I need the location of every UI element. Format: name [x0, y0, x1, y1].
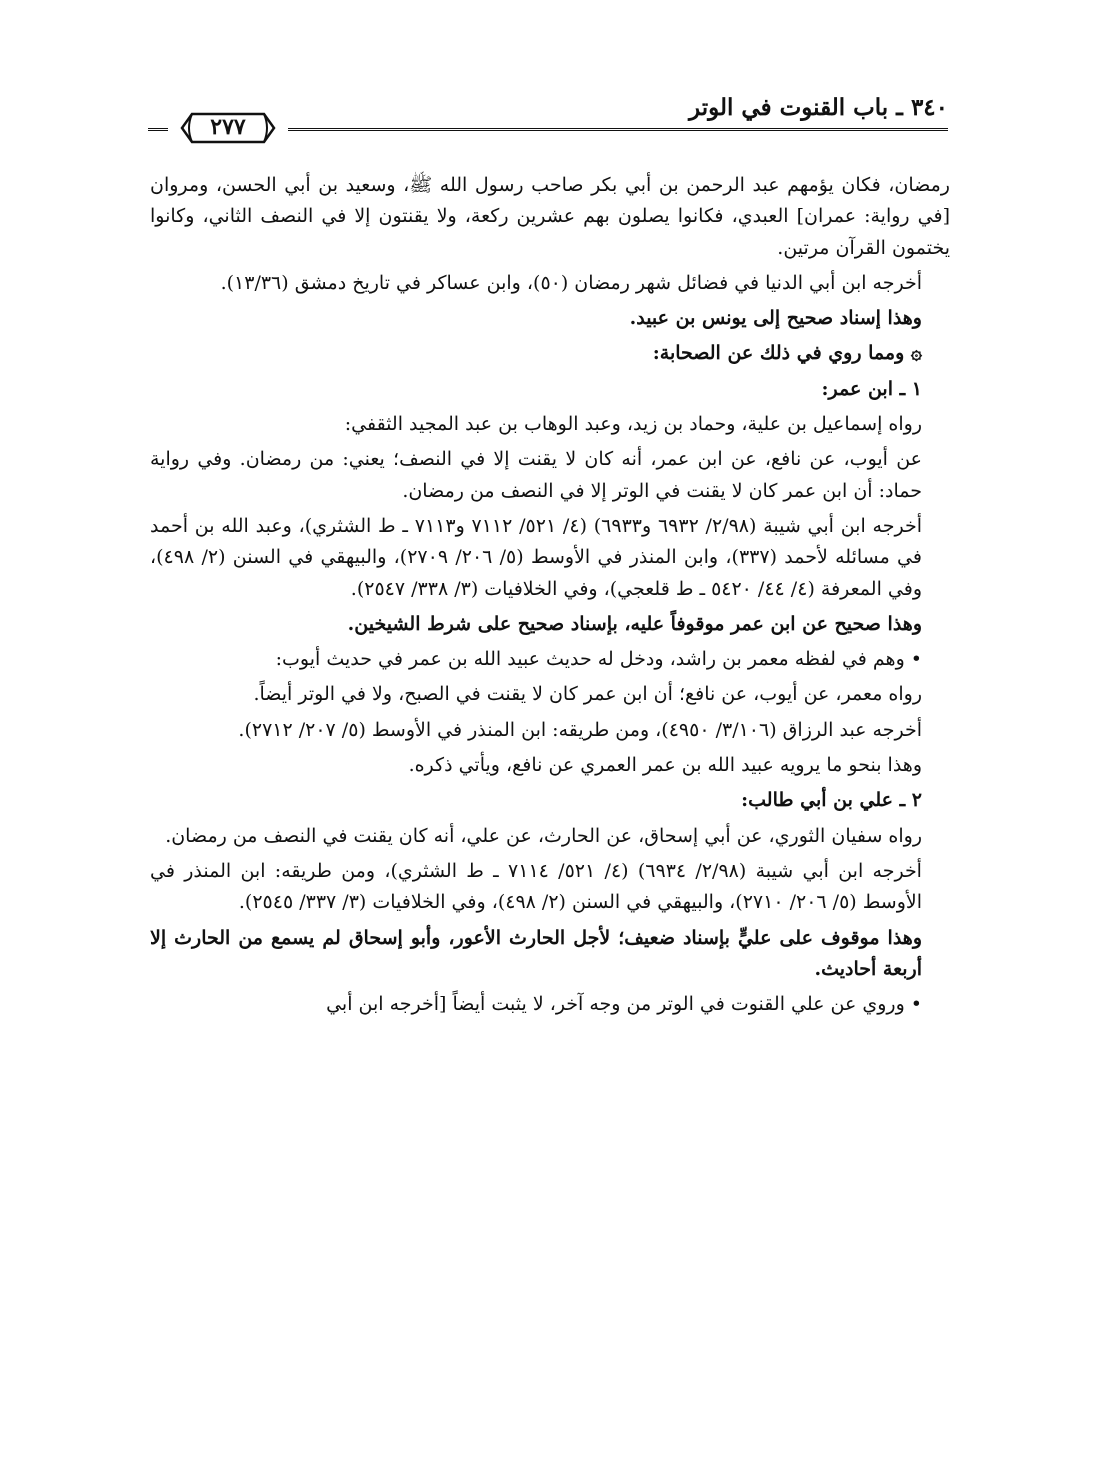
paragraph: رمضان، فكان يؤمهم عبد الرحمن بن أبي بكر صاحب رسول الله ﷺ، وسعيد بن أبي الحسن، ومروان [في رواية: عمران] العبدي، فكانوا يصلون بهم عشرين ركعة، ولا يقنتون إلا في النصف الثاني، وكانوا يختمون القرآن مرتين.: [150, 174, 950, 259]
page-number-ornament: [168, 108, 288, 148]
paragraph: عن أيوب، عن نافع، عن ابن عمر، أنه كان لا يقنت إلا في النصف؛ يعني: من رمضان. وفي رواية حماد: أن ابن عمر كان لا يقنت في الوتر إلا في النصف من رمضان.: [150, 448, 922, 502]
page-header: [148, 88, 948, 148]
chapter-title: ٣٤٠ ـ باب القنوت في الوتر: [689, 94, 948, 121]
citation-paragraph: أخرجه ابن أبي شيبة (٢/٩٨/ ٦٩٣٤) (٤/ ٥٢١/ ٧١١٤ ـ ط الشثري)، ومن طريقه: ابن المنذر في الأوسط (٥/ ٢٠٦/ ٢٧١٠)، والبيهقي في السنن (٢/ ٤٩٨)، وفي الخلافيات (٣/ ٣٣٧/ ٢٥٤٥).: [150, 859, 922, 914]
ruling-paragraph: وهذا موقوف على عليٍّ بإسناد ضعيف؛ لأجل الحارث الأعور، وأبو إسحاق لم يسمع من الحارث إلا أربعة أحاديث.: [150, 926, 922, 980]
subsection-heading: ٢ ـ علي بن أبي طالب:: [741, 789, 922, 812]
page-number: ٢٧٧: [210, 114, 246, 140]
citation-paragraph: أخرجه ابن أبي شيبة (٢/٩٨/ ٦٩٣٢ و٦٩٣٣) (٤/ ٥٢١/ ٧١١٢ و٧١١٣ ـ ط الشثري)، وعبد الله بن أحمد في مسائله لأحمد (٣٣٧)، وابن المنذر في الأوسط (٥/ ٢٠٦/ ٢٧٠٩)، والبيهقي في السنن (٢/ ٤٩٨)، وفي المعرفة (٤/ ٤٤/ ٥٤٢٠ ـ ط قلعجي)، وفي الخلافيات (٣/ ٣٣٨/ ٢٥٤٧).: [150, 514, 922, 600]
section-heading: ۞ ومما روي في ذلك عن الصحابة:: [652, 342, 922, 365]
ruling-paragraph: وهذا صحيح عن ابن عمر موقوفاً عليه، بإسناد صحيح على شرط الشيخين.: [347, 612, 922, 635]
citation-paragraph: أخرجه ابن أبي الدنيا في فضائل شهر رمضان (٥٠)، وابن عساكر في تاريخ دمشق (١٣/٣٦).: [220, 271, 922, 294]
page-body: [150, 170, 950, 1024]
bullet-paragraph: • وروي عن علي القنوت في الوتر من وجه آخر، لا يثبت أيضاً [أخرجه ابن أبي: [326, 993, 922, 1016]
bullet-paragraph: • وهم في لفظه معمر بن راشد، ودخل له حديث عبيد الله بن عمر في حديث أيوب:: [275, 648, 922, 671]
ruling-paragraph: وهذا إسناد صحيح إلى يونس بن عبيد.: [629, 307, 922, 330]
paragraph: رواه إسماعيل بن علية، وحماد بن زيد، وعبد الوهاب بن عبد المجيد الثقفي:: [344, 413, 922, 436]
citation-paragraph: أخرجه عبد الرزاق (٣/١٠٦/ ٤٩٥٠)، ومن طريقه: ابن المنذر في الأوسط (٥/ ٢٠٧/ ٢٧١٢).: [238, 718, 922, 741]
subsection-heading: ١ ـ ابن عمر:: [821, 377, 922, 400]
paragraph: وهذا بنحو ما يرويه عبيد الله بن عمر العمري عن نافع، ويأتي ذكره.: [408, 754, 922, 777]
paragraph: رواه سفيان الثوري، عن أبي إسحاق، عن الحارث، عن علي، أنه كان يقنت في النصف من رمضان.: [165, 824, 922, 847]
paragraph: رواه معمر، عن أيوب، عن نافع؛ أن ابن عمر كان لا يقنت في الصبح، ولا في الوتر أيضاً.: [253, 683, 922, 706]
